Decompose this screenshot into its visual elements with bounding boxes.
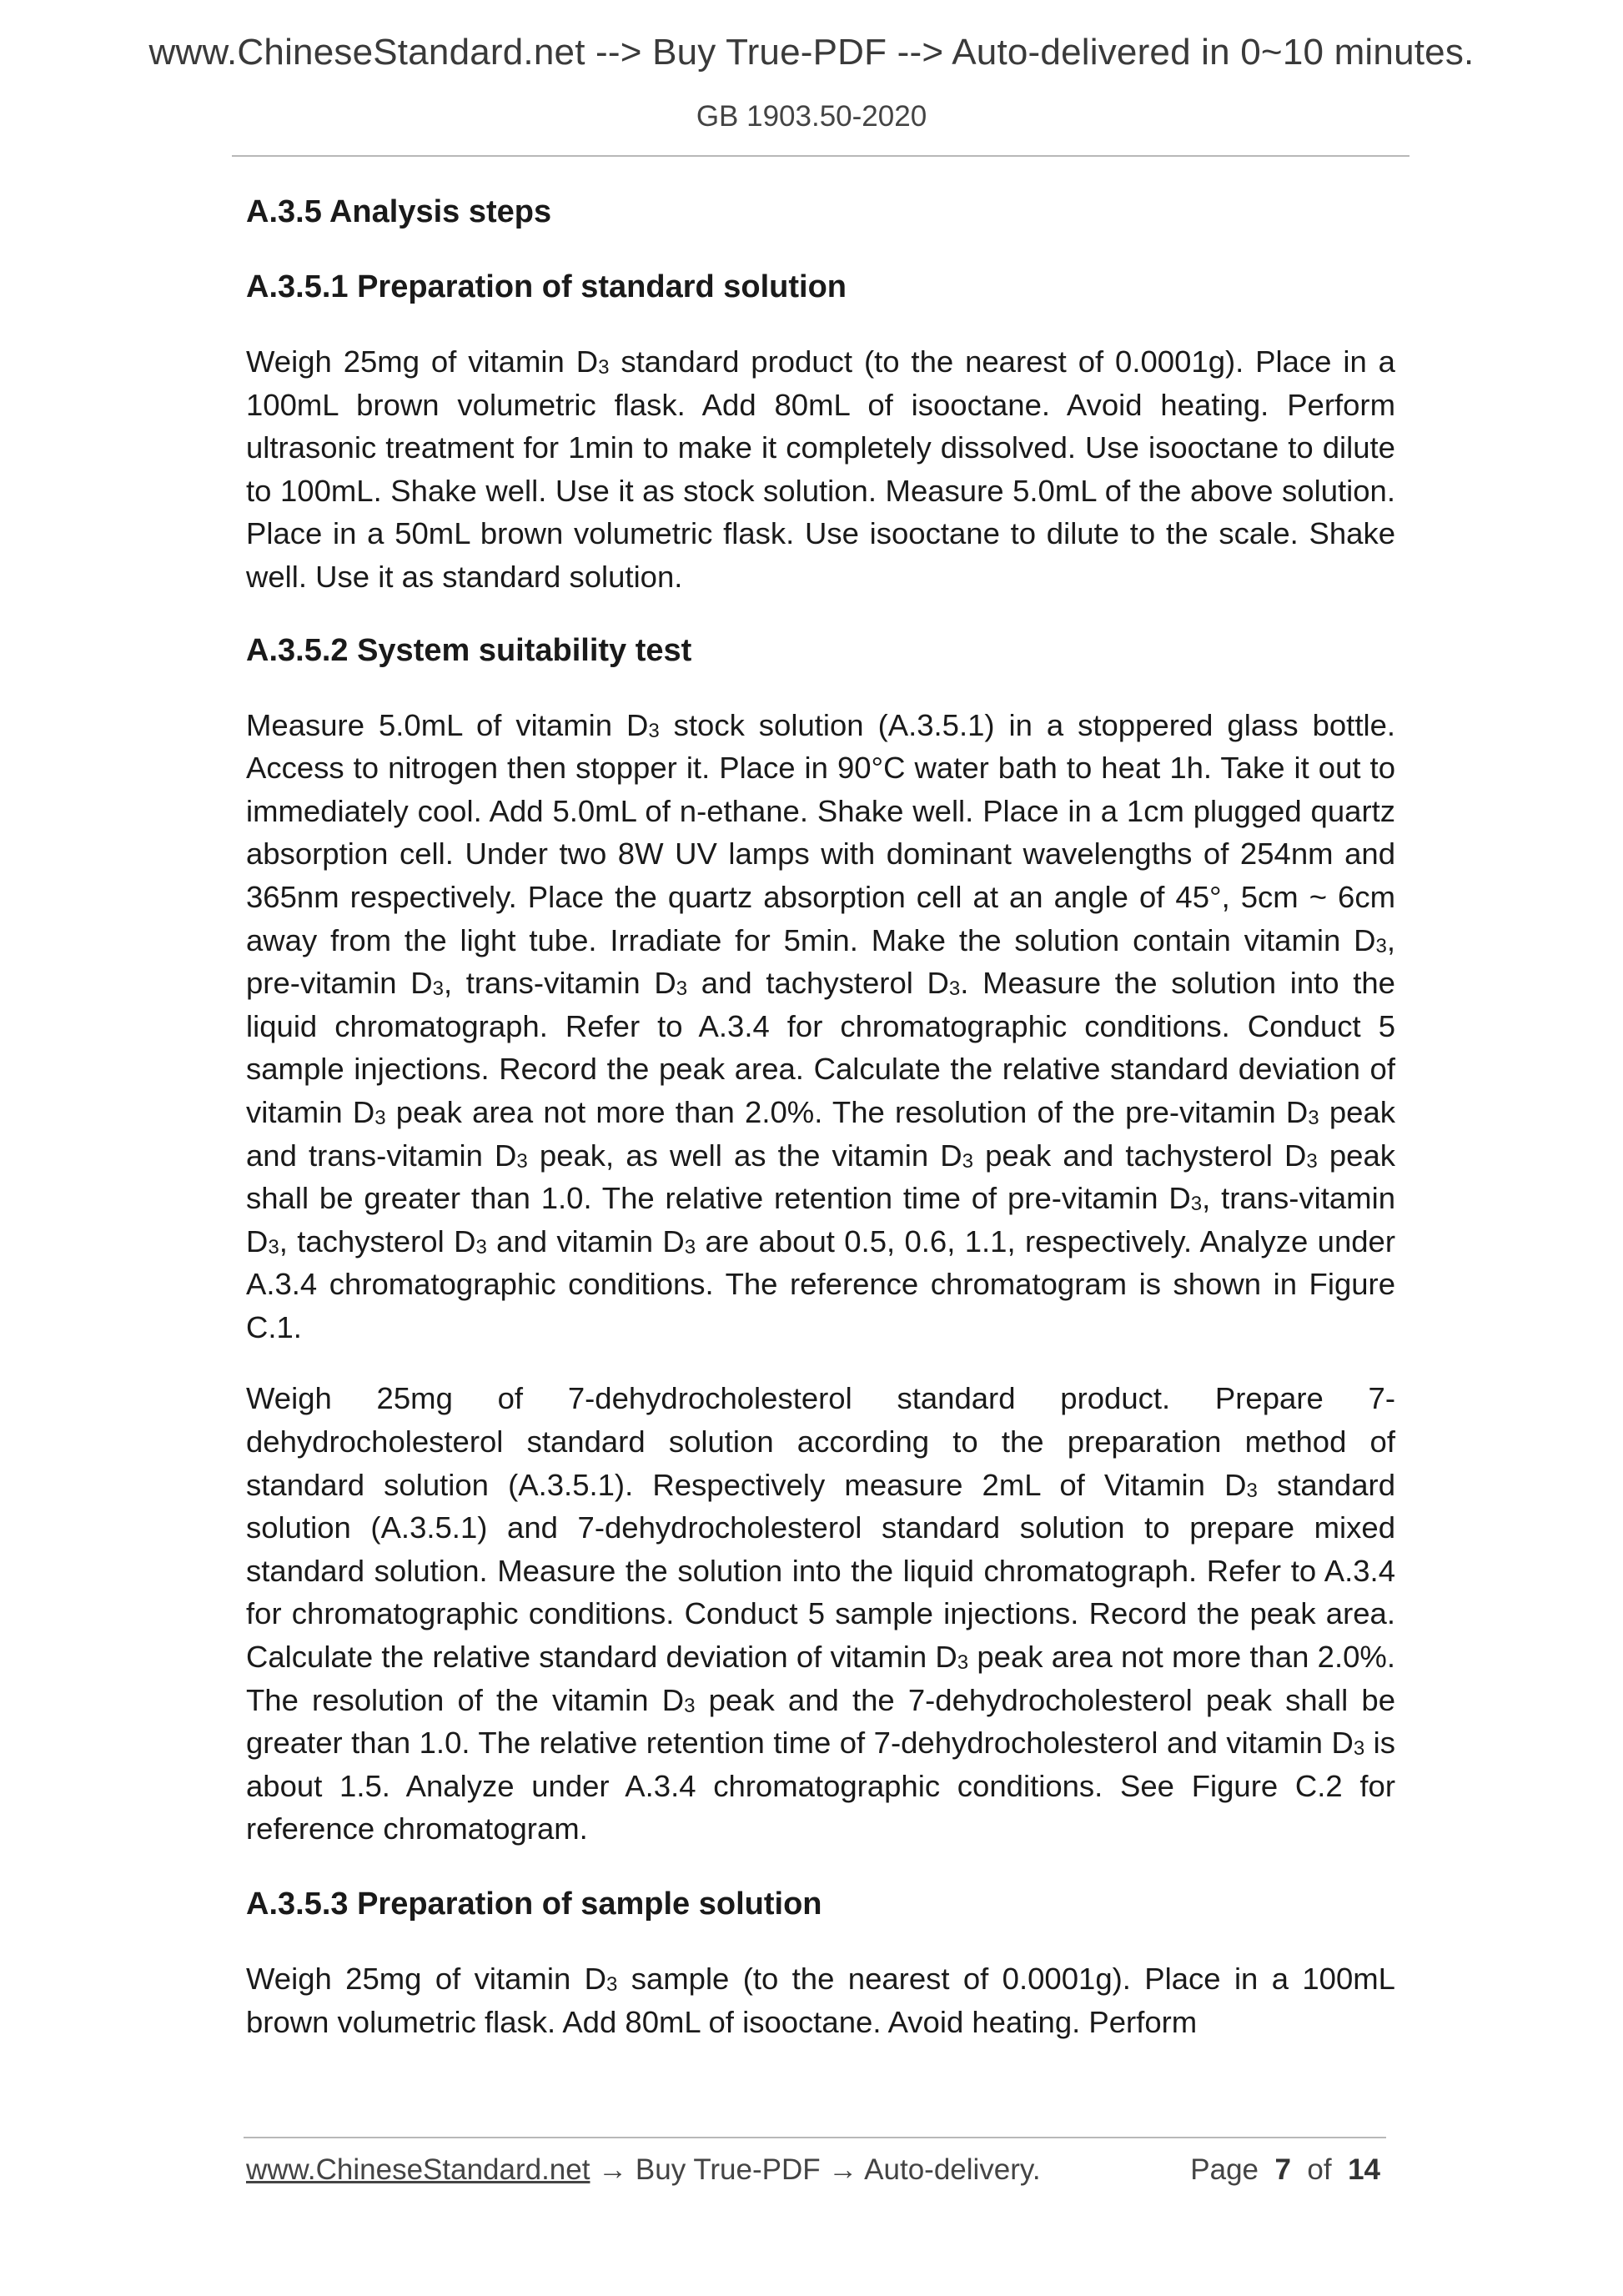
text-run: , trans-vitamin D (246, 1181, 1395, 1259)
subscript: 3 (676, 977, 688, 1001)
footer-promo-text: → Buy True-PDF → Auto-delivery. (590, 2153, 1041, 2186)
subscript: 3 (1353, 1737, 1365, 1761)
subscript: 3 (684, 1235, 696, 1259)
footer-divider (244, 2137, 1386, 2138)
text-run: Measure 5.0mL of vitamin D (246, 707, 649, 742)
page-total: 14 (1348, 2153, 1380, 2186)
section-title-a35: A.3.5 Analysis steps (246, 194, 552, 229)
document-id: GB 1903.50-2020 (696, 100, 927, 133)
text-run: Weigh 25mg of vitamin D (246, 1962, 606, 1996)
section-title-a353: A.3.5.3 Preparation of sample solution (246, 1887, 822, 1922)
subscript: 3 (374, 1106, 386, 1129)
footer-link[interactable]: www.ChineseStandard.net (246, 2153, 590, 2186)
subscript: 3 (1246, 1479, 1258, 1502)
subscript: 3 (1308, 1106, 1319, 1129)
text-run: and vitamin D (486, 1223, 685, 1259)
page-word: Page (1190, 2153, 1259, 2186)
paragraph-a353 (246, 1957, 1395, 2043)
text-run: peak area not more than 2.0%. The resolution of the pre-vitamin D (385, 1094, 1309, 1129)
text-run: standard product (to the nearest of 0.0001g). Place in a 100mL brown volumetric flask. Add 80mL of isooctane. Avoid heating. Perform ultrasonic treatment for 1min to make it completely dissolved. Use isooctane to dilute to 100mL. Shake well. Use it as stock solution. Measure 5.0mL of the above solution. Place in a 50mL brown volumetric flask. Use isooctane to dilute to the scale. Shake well. Use it as standard solution. (246, 344, 1395, 594)
paragraph-a352-1 (246, 704, 1395, 1349)
text-run: peak and tachysterol D (972, 1138, 1307, 1173)
page-number: 7 (1274, 2153, 1291, 2186)
paragraph-a352-2 (246, 1377, 1395, 1851)
of-word: of (1307, 2153, 1332, 2186)
text-run: , trans-vitamin D (443, 966, 676, 1001)
text-run: peak shall be greater than 1.0. The relative retention time of pre-vitamin D (246, 1138, 1396, 1216)
subscript: 3 (962, 1149, 973, 1173)
subscript: 3 (598, 356, 610, 379)
section-title-a351: A.3.5.1 Preparation of standard solution (246, 269, 847, 304)
footer-promo (246, 2153, 1041, 2187)
text-run: Weigh 25mg of 7-dehydrocholesterol standard product. Prepare 7-dehydrocholesterol standard solution according to the preparation method of standard solution (A.3.5.1). Respectively measure 2mL of Vitamin D (246, 1381, 1395, 1502)
subscript: 3 (1190, 1193, 1203, 1216)
text-run: , tachysterol D (279, 1223, 476, 1259)
text-run: is about 1.5. Analyze under A.3.4 chromatographic conditions. See Figure C.2 for reference chromatogram. (246, 1726, 1395, 1846)
text-run: peak and the 7-dehydrocholesterol peak shall be greater than 1.0. The relative retention time of 7-dehydrocholesterol and vitamin D (246, 1682, 1396, 1761)
page-content (246, 190, 1395, 2043)
text-run: , pre-vitamin D (246, 922, 1395, 1001)
subscript: 3 (475, 1235, 487, 1259)
subscript: 3 (948, 977, 961, 1001)
text-run: . Measure the solution into the liquid chromatograph. Refer to A.3.4 for chromatographic conditions. Conduct 5 sample injections. Record the peak area. Calculate the relative standard deviation of vitamin D (246, 966, 1395, 1129)
text-run: peak, as well as the vitamin D (527, 1138, 962, 1173)
text-run: stock solution (A.3.5.1) in a stoppered glass bottle. Access to nitrogen then stopper it. Place in 90°C water bath to heat 1h. Take it out to immediately cool. Add 5.0mL of n-ethane. Shake well. Place in a 1cm plugged quartz absorption cell. Under two 8W UV lamps with dominant wavelengths of 254nm and 365nm respectively. Place the quartz absorption cell at an angle of 45°, 5cm ~ 6cm away from the light tube. Irradiate for 5min. Make the solution contain vitamin D (246, 707, 1396, 957)
section-title-a352: A.3.5.2 System suitability test (246, 632, 692, 668)
subscript: 3 (1375, 934, 1387, 957)
subscript: 3 (1306, 1149, 1318, 1173)
text-run: are about 0.5, 0.6, 1.1, respectively. Analyze under A.3.4 chromatographic conditions. The reference chromatogram is shown in Figure C.1. (246, 1223, 1396, 1344)
text-run: peak area not more than 2.0%. The resolution of the vitamin D (246, 1640, 1395, 1717)
text-run: peak and trans-vitamin D (246, 1094, 1395, 1173)
subscript: 3 (684, 1694, 696, 1717)
text-run: Weigh 25mg of vitamin D (246, 344, 599, 379)
text-run: and tachysterol D (687, 966, 949, 1001)
subscript: 3 (516, 1149, 528, 1173)
text-run: standard solution (A.3.5.1) and 7-dehydrocholesterol standard solution to prepare mixed standard solution. Measure the solution into the liquid chromatograph. Refer to A.3.4 for chromatographic conditions. Conduct 5 sample injections. Record the peak area. Calculate the relative standard deviation of vitamin D (246, 1467, 1395, 1675)
paragraph-a351 (246, 340, 1395, 599)
text-run: sample (to the nearest of 0.0001g). Place in a 100mL brown volumetric flask. Add 80mL of isooctane. Avoid heating. Perform (246, 1962, 1395, 2039)
page-indicator (1190, 2153, 1380, 2187)
top-banner: www.ChineseStandard.net --> Buy True-PDF --> Auto-delivered in 0~10 minutes. (148, 32, 1475, 73)
subscript: 3 (648, 719, 660, 742)
header-divider (232, 155, 1409, 157)
subscript: 3 (268, 1235, 279, 1259)
subscript: 3 (605, 1973, 618, 1996)
subscript: 3 (432, 977, 444, 1001)
page-footer (246, 2153, 1380, 2195)
subscript: 3 (957, 1651, 969, 1675)
